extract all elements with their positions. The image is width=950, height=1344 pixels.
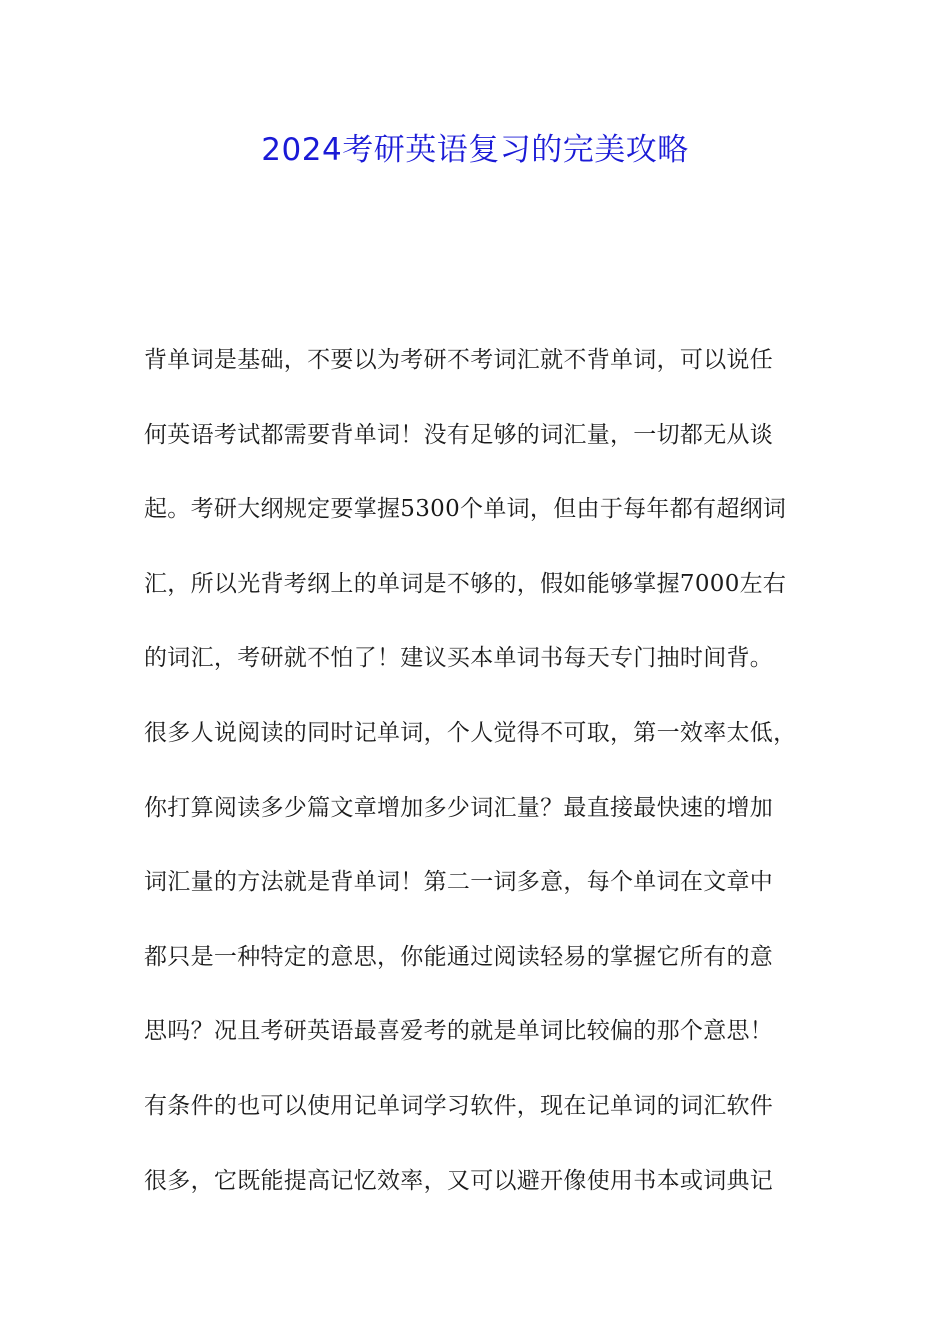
- body-line: 很多，它既能提高记忆效率，又可以避开像使用书本或词典记: [144, 1167, 774, 1194]
- body-line: 都只是一种特定的意思，你能通过阅读轻易的掌握它所有的意: [144, 943, 774, 970]
- body-line: 起。考研大纲规定要掌握5300个单词，但由于每年都有超纲词: [144, 496, 787, 523]
- body-line: 思吗？况且考研英语最喜爱考的就是单词比较偏的那个意思！: [144, 1018, 774, 1045]
- body-text: [144, 335, 834, 1230]
- body-line: 背单词是基础，不要以为考研不考词汇就不背单词，可以说任: [144, 347, 774, 373]
- body-line: 有条件的也可以使用记单词学习软件，现在记单词的词汇软件: [144, 1092, 774, 1119]
- body-line: 何英语考试都需要背单词！没有足够的词汇量，一切都无从谈: [144, 421, 774, 448]
- body-line: 词汇量的方法就是背单词！第二一词多意，每个单词在文章中: [144, 869, 774, 896]
- body-line: 很多人说阅读的同时记单词，个人觉得不可取，第一效率太低，: [144, 719, 797, 746]
- body-line: 汇，所以光背考纲上的单词是不够的，假如能够掌握7000左右: [144, 570, 787, 597]
- document-title: 2024考研英语复习的完美攻略: [261, 132, 689, 168]
- body-line: 的词汇，考研就不怕了！建议买本单词书每天专门抽时间背。: [144, 645, 774, 672]
- body-line: 你打算阅读多少篇文章增加多少词汇量？最直接最快速的增加: [144, 794, 774, 821]
